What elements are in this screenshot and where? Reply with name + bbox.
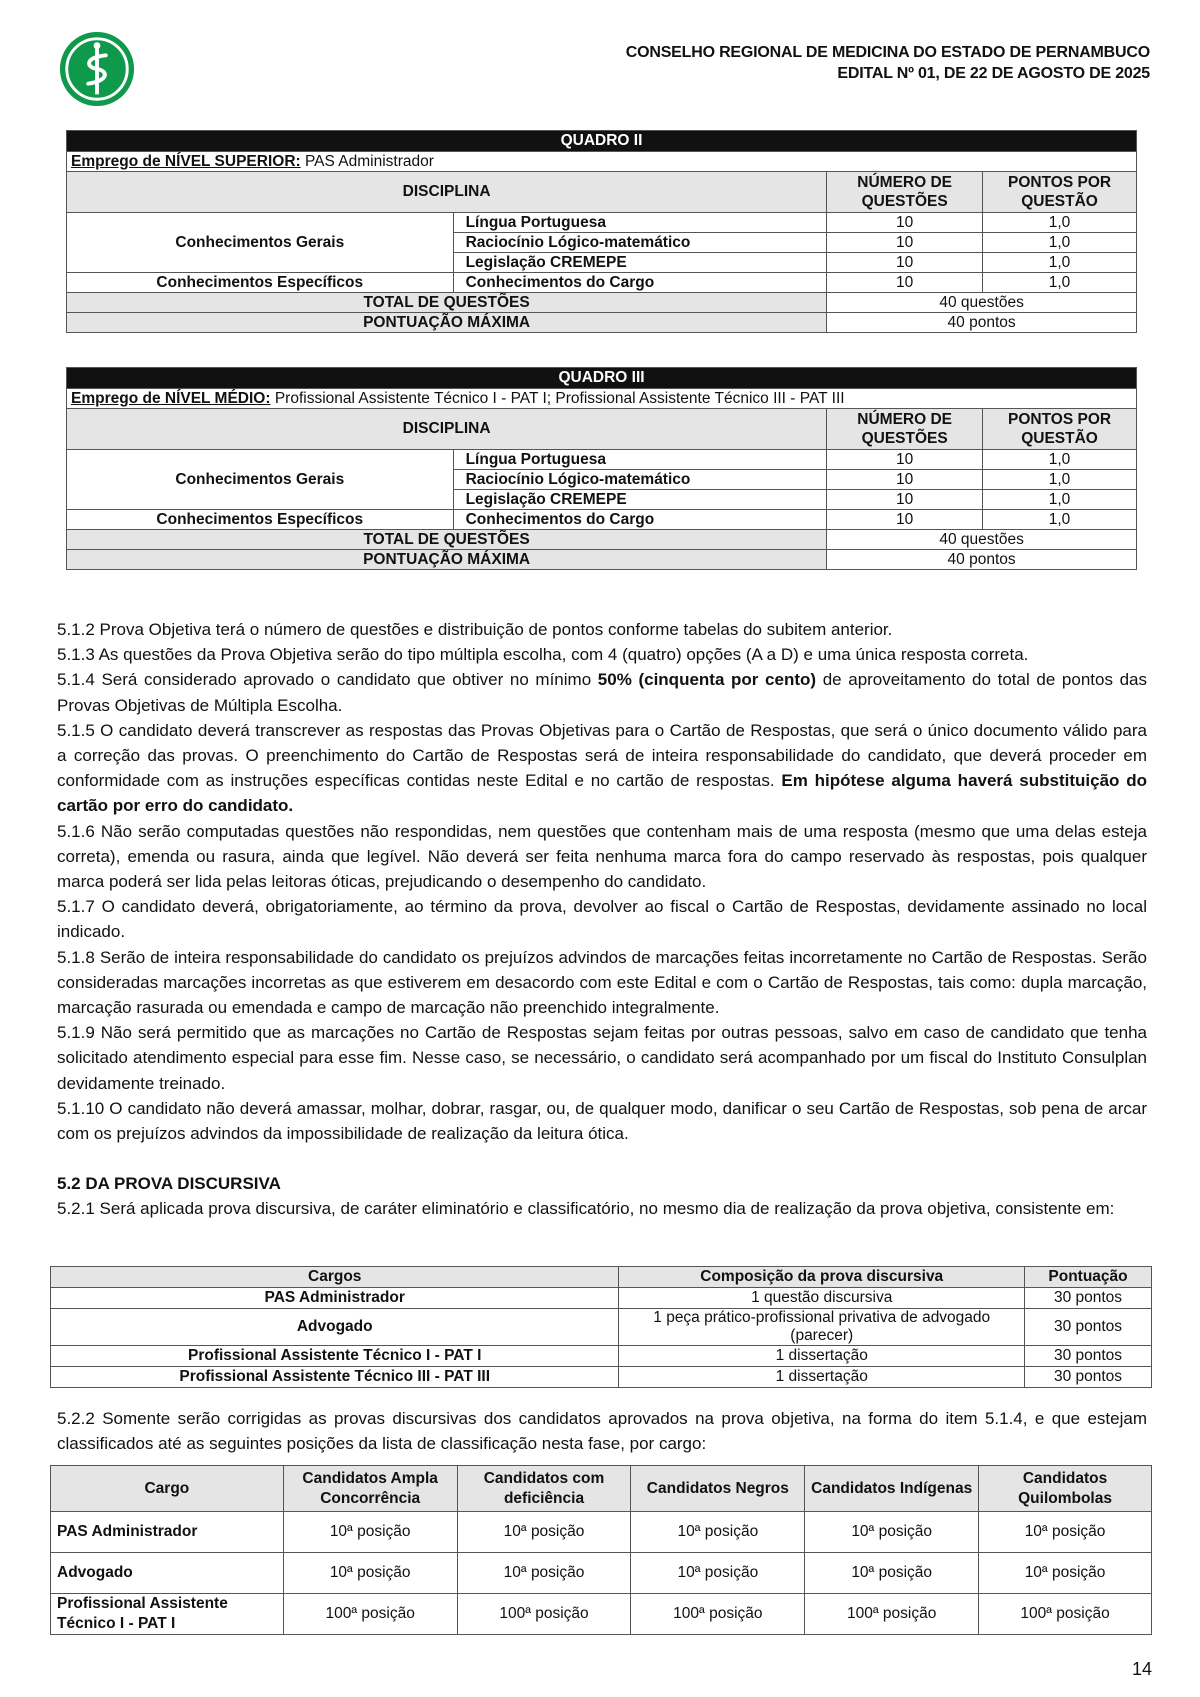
para-5-1-4: 5.1.4 Será considerado aprovado o candidato que obtiver no mínimo 50% (cinquenta por cento) de aproveitamento do total de pontos das Provas Objetivas de Múltipla Escolha. [57,670,1147,715]
pontuacao: 30 pontos [1025,1288,1152,1309]
classificacao-table [50,1465,1152,1635]
para-5-2-1: 5.2.1 Será aplicada prova discursiva, de caráter eliminatório e classificatório, no mesmo dia de realização da prova objetiva, consistente em: [57,1199,1115,1219]
posicao: 10ª posição [457,1553,631,1594]
bold-50-percent: 50% (cinquenta por cento) [597,670,817,690]
num-questoes: 10 [827,213,983,233]
group-gerais: Conhecimentos Gerais [67,213,454,273]
para-5-1-7: 5.1.7 O candidato deverá, obrigatoriamente, ao término da prova, devolver ao fiscal o Cartão de Respostas, devidamente assinado no local indicado. [57,897,1147,942]
col-pontuacao: Pontuação [1025,1267,1152,1288]
total-label: TOTAL DE QUESTÕES [67,293,827,313]
col-cargos: Cargos [51,1267,619,1288]
num-questoes: 10 [827,273,983,293]
posicao: 10ª posição [805,1553,979,1594]
col-disciplina: DISCIPLINA [67,172,827,213]
para-5-1-3: 5.1.3 As questões da Prova Objetiva serão do tipo múltipla escolha, com 4 (quatro) opções (A a D) e uma única resposta correta. [57,645,1029,665]
posicao: 10ª posição [631,1553,805,1594]
pontuacao: 30 pontos [1025,1309,1152,1346]
col-quilombolas: Candidatos Quilombolas [979,1466,1152,1512]
posicao: 10ª posição [457,1512,631,1553]
posicao: 100ª posição [979,1594,1152,1635]
composicao: 1 dissertação [619,1346,1025,1367]
cremepe-logo [58,30,136,108]
pontos-questao: 1,0 [983,213,1137,233]
subject: Raciocínio Lógico-matemático [453,470,827,490]
pontos-questao: 1,0 [983,233,1137,253]
pontos-questao: 1,0 [983,273,1137,293]
quadro-ii-level [67,152,1137,172]
level-value: Profissional Assistente Técnico I - PAT I; Profissional Assistente Técnico III - PAT III [270,389,845,407]
pontos-questao: 1,0 [983,470,1137,490]
group-especificos: Conhecimentos Específicos [67,510,454,530]
para-5-1-5: 5.1.5 O candidato deverá transcrever as respostas das Provas Objetivas para o Cartão de Respostas, que será o único documento válido para a correção das provas. O preenchimento do Cartão de Respostas será de inteira responsabilidade do candidato, que deverá proceder em conformidade com as instruções específicas contidas neste Edital e no cartão de respostas. Em hipótese alguma haverá substituição do cartão por erro do candidato. [57,720,1148,816]
posicao: 100ª posição [457,1594,631,1635]
posicao: 10ª posição [631,1512,805,1553]
group-gerais: Conhecimentos Gerais [67,450,454,510]
quadro-ii-title: QUADRO II [67,131,1137,152]
table-row [51,1309,1152,1346]
max-value: 40 pontos [827,313,1137,333]
pontuacao: 30 pontos [1025,1346,1152,1367]
col-numero: NÚMERO DE QUESTÕES [827,409,983,450]
table-row [51,1512,1152,1553]
max-label: PONTUAÇÃO MÁXIMA [67,550,827,570]
col-pontos: PONTOS POR QUESTÃO [983,409,1137,450]
quadro-iii-table [66,367,1137,570]
max-value: 40 pontos [827,550,1137,570]
bold-warning: Em hipótese alguma haverá substituição do cartão por erro do candidato. [57,771,1148,816]
para-5-1-8: 5.1.8 Serão de inteira responsabilidade do candidato os prejuízos advindos de marcações feitas incorretamente no Cartão de Respostas. Serão consideradas marcações incorretas as que estiverem em desacordo com este Edital e com o Cartão de Respostas, tais como: dupla marcação, marcação rasurada ou emendada e campo de marcação não preenchido integralmente. [57,947,1147,1018]
subject: Legislação CREMEPE [453,253,827,273]
document-header [626,42,1150,84]
col-cargo: Cargo [51,1466,284,1512]
cargo: Advogado [51,1309,619,1346]
para-5-2-2: 5.2.2 Somente serão corrigidas as provas discursivas dos candidatos aprovados na prova objetiva, na forma do item 5.1.4, e que estejam classificados até as seguintes posições da lista de classificação nesta fase, por cargo: [57,1409,1147,1454]
cargo: PAS Administrador [51,1512,284,1553]
total-value: 40 questões [827,530,1137,550]
subject: Conhecimentos do Cargo [453,510,827,530]
quadro-iii-title: QUADRO III [67,368,1137,389]
cargo: Profissional Assistente Técnico I - PAT I [51,1594,284,1635]
pontos-questao: 1,0 [983,450,1137,470]
level-label: Emprego de NÍVEL MÉDIO: [71,389,271,407]
posicao: 10ª posição [283,1553,457,1594]
para-5-1-6: 5.1.6 Não serão computadas questões não respondidas, nem questões que contenham mais de uma resposta (mesmo que uma delas esteja correta), emenda ou rasura, ainda que legível. Não deverá ser feita nenhuma marca fora do campo reservado às respostas, pois qualquer marca poderá ser lida pelas leitoras óticas, prejudicando o desempenho do candidato. [57,821,1147,892]
pontuacao: 30 pontos [1025,1367,1152,1388]
col-disciplina: DISCIPLINA [67,409,827,450]
table-row [51,1553,1152,1594]
num-questoes: 10 [827,253,983,273]
pontos-questao: 1,0 [983,253,1137,273]
composicao: 1 dissertação [619,1367,1025,1388]
table-row [51,1288,1152,1309]
cargo: Profissional Assistente Técnico I - PAT I [51,1346,619,1367]
col-composicao: Composição da prova discursiva [619,1267,1025,1288]
quadro-ii-table [66,130,1137,333]
pontos-questao: 1,0 [983,510,1137,530]
col-ampla: Candidatos Ampla Concorrência [283,1466,457,1512]
quadro-iii-level [67,389,1137,409]
posicao: 100ª posição [283,1594,457,1635]
num-questoes: 10 [827,510,983,530]
section-5-1-text [57,617,1147,1222]
page-number: 14 [1131,1659,1152,1679]
posicao: 100ª posição [631,1594,805,1635]
max-label: PONTUAÇÃO MÁXIMA [67,313,827,333]
composicao: 1 questão discursiva [619,1288,1025,1309]
cargo: Advogado [51,1553,284,1594]
para-5-1-9: 5.1.9 Não será permitido que as marcações no Cartão de Respostas sejam feitas por outras pessoas, salvo em caso de candidato que tenha solicitado atendimento especial para esse fim. Nesse caso, se necessário, o candidato será acompanhado por um fiscal do Instituto Consulplan devidamente treinado. [57,1023,1147,1093]
level-label: Emprego de NÍVEL SUPERIOR: [71,152,301,170]
num-questoes: 10 [827,490,983,510]
header-line-2: EDITAL Nº 01, DE 22 DE AGOSTO DE 2025 [837,65,1150,82]
posicao: 10ª posição [979,1553,1152,1594]
table-row [51,1367,1152,1388]
para-5-1-2: 5.1.2 Prova Objetiva terá o número de questões e distribuição de pontos conforme tabelas do subitem anterior. [57,620,893,639]
composicao: 1 peça prático-profissional privativa de advogado (parecer) [619,1309,1025,1346]
subject: Legislação CREMEPE [453,490,827,510]
posicao: 100ª posição [805,1594,979,1635]
para-5-1-10: 5.1.10 O candidato não deverá amassar, molhar, dobrar, rasgar, ou, de qualquer modo, danificar o seu Cartão de Respostas, sob pena de arcar com os prejuízos advindos da impossibilidade de realização da leitura ótica. [57,1098,1147,1144]
posicao: 10ª posição [805,1512,979,1553]
subject: Conhecimentos do Cargo [453,273,827,293]
total-label: TOTAL DE QUESTÕES [67,530,827,550]
subject: Raciocínio Lógico-matemático [453,233,827,253]
group-especificos: Conhecimentos Específicos [67,273,454,293]
section-5-2-heading: 5.2 DA PROVA DISCURSIVA [57,1174,281,1194]
table-row [51,1346,1152,1367]
table-row [51,1594,1152,1635]
num-questoes: 10 [827,470,983,490]
level-value: PAS Administrador [300,152,434,170]
section-5-2-2-text [57,1406,1147,1456]
cargo: PAS Administrador [51,1288,619,1309]
cargo: Profissional Assistente Técnico III - PAT III [51,1367,619,1388]
pontos-questao: 1,0 [983,490,1137,510]
subject: Língua Portuguesa [453,450,827,470]
col-indigenas: Candidatos Indígenas [805,1466,979,1512]
subject: Língua Portuguesa [453,213,827,233]
posicao: 10ª posição [283,1512,457,1553]
num-questoes: 10 [827,450,983,470]
posicao: 10ª posição [979,1512,1152,1553]
col-deficiencia: Candidatos com deficiência [457,1466,631,1512]
num-questoes: 10 [827,233,983,253]
col-negros: Candidatos Negros [631,1466,805,1512]
col-pontos: PONTOS POR QUESTÃO [983,172,1137,213]
total-value: 40 questões [827,293,1137,313]
col-numero: NÚMERO DE QUESTÕES [827,172,983,213]
header-line-1: CONSELHO REGIONAL DE MEDICINA DO ESTADO DE PERNAMBUCO [625,44,1150,61]
cargos-discursiva-table [50,1266,1152,1388]
